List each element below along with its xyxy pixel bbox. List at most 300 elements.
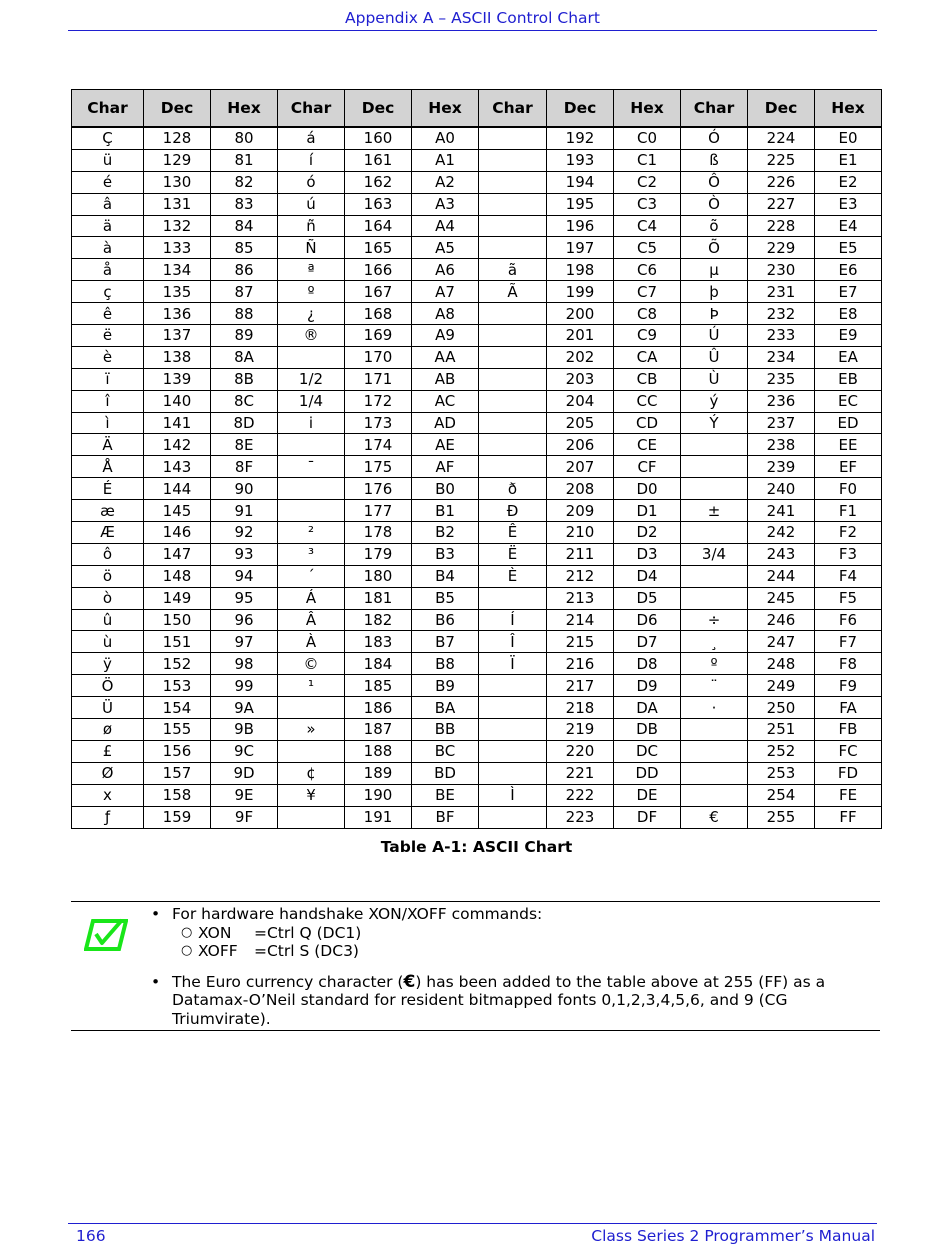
table-cell xyxy=(681,587,748,609)
table-cell xyxy=(681,434,748,456)
table-cell: B1 xyxy=(412,500,479,522)
table-cell: 180 xyxy=(345,565,412,587)
table-cell: 179 xyxy=(345,543,412,565)
table-cell: B2 xyxy=(412,522,479,544)
table-cell: E4 xyxy=(815,215,882,237)
table-cell: Ù xyxy=(681,368,748,390)
table-cell: B4 xyxy=(412,565,479,587)
table-cell: E3 xyxy=(815,193,882,215)
table-cell xyxy=(479,806,547,828)
table-cell xyxy=(681,478,748,500)
table-cell: 230 xyxy=(748,259,815,281)
table-cell: é xyxy=(72,171,144,193)
table-cell xyxy=(278,697,345,719)
table-cell: F3 xyxy=(815,543,882,565)
table-cell: F6 xyxy=(815,609,882,631)
table-row xyxy=(72,609,882,631)
table-cell: 85 xyxy=(211,237,278,259)
table-row xyxy=(72,784,882,806)
table-cell xyxy=(479,762,547,784)
table-cell xyxy=(681,740,748,762)
table-cell: x xyxy=(72,784,144,806)
table-cell: ó xyxy=(278,171,345,193)
table-cell: 134 xyxy=(144,259,211,281)
table-cell: C1 xyxy=(614,149,681,171)
sub-bullet-marker: ○ xyxy=(181,924,193,940)
table-cell: 81 xyxy=(211,149,278,171)
table-cell: E2 xyxy=(815,171,882,193)
table-cell: A9 xyxy=(412,325,479,347)
table-row xyxy=(72,259,882,281)
table-cell: FF xyxy=(815,806,882,828)
table-cell: 245 xyxy=(748,587,815,609)
table-cell: 145 xyxy=(144,500,211,522)
table-cell xyxy=(681,762,748,784)
table-cell: 80 xyxy=(211,127,278,149)
table-cell: Ó xyxy=(681,127,748,149)
table-cell: 148 xyxy=(144,565,211,587)
table-cell: D1 xyxy=(614,500,681,522)
table-cell: ª xyxy=(278,259,345,281)
table-cell: 174 xyxy=(345,434,412,456)
table-cell: A6 xyxy=(412,259,479,281)
table-row xyxy=(72,806,882,828)
table-cell: 219 xyxy=(547,719,614,741)
table-cell: 252 xyxy=(748,740,815,762)
table-cell: D9 xyxy=(614,675,681,697)
table-cell: 188 xyxy=(345,740,412,762)
table-cell: 9D xyxy=(211,762,278,784)
table-cell: 193 xyxy=(547,149,614,171)
table-cell: 84 xyxy=(211,215,278,237)
table-cell: í xyxy=(278,149,345,171)
table-cell: Á xyxy=(278,587,345,609)
table-cell: 8C xyxy=(211,390,278,412)
table-row xyxy=(72,478,882,500)
bullet-marker: • xyxy=(151,905,161,923)
table-cell: B3 xyxy=(412,543,479,565)
table-cell xyxy=(278,478,345,500)
column-header: Hex xyxy=(614,90,681,128)
table-cell: 83 xyxy=(211,193,278,215)
table-row xyxy=(72,762,882,784)
bullet-marker: • xyxy=(151,972,161,991)
table-cell: 155 xyxy=(144,719,211,741)
table-cell xyxy=(681,456,748,478)
table-cell: 212 xyxy=(547,565,614,587)
table-cell: 243 xyxy=(748,543,815,565)
sub-item-xoff xyxy=(151,942,876,961)
table-cell: 186 xyxy=(345,697,412,719)
table-cell: 224 xyxy=(748,127,815,149)
table-cell: 94 xyxy=(211,565,278,587)
table-cell xyxy=(479,412,547,434)
table-cell: 128 xyxy=(144,127,211,149)
table-cell: C6 xyxy=(614,259,681,281)
table-cell: 96 xyxy=(211,609,278,631)
table-cell: 93 xyxy=(211,543,278,565)
table-cell: ë xyxy=(72,325,144,347)
table-cell: 202 xyxy=(547,346,614,368)
table-cell: 167 xyxy=(345,281,412,303)
table-cell: DE xyxy=(614,784,681,806)
column-header: Hex xyxy=(412,90,479,128)
table-cell: 228 xyxy=(748,215,815,237)
table-cell: A2 xyxy=(412,171,479,193)
table-cell: F0 xyxy=(815,478,882,500)
table-cell: Ö xyxy=(72,675,144,697)
table-cell: 201 xyxy=(547,325,614,347)
table-cell: ö xyxy=(72,565,144,587)
table-cell: ® xyxy=(278,325,345,347)
table-cell: ä xyxy=(72,215,144,237)
table-row xyxy=(72,456,882,478)
table-cell: B7 xyxy=(412,631,479,653)
table-cell: FB xyxy=(815,719,882,741)
table-cell: 221 xyxy=(547,762,614,784)
table-cell: ý xyxy=(681,390,748,412)
table-cell: 214 xyxy=(547,609,614,631)
table-cell: BD xyxy=(412,762,479,784)
table-cell: Ý xyxy=(681,412,748,434)
sub-item-value: =Ctrl Q (DC1) xyxy=(254,923,362,942)
table-row xyxy=(72,500,882,522)
table-cell: 8A xyxy=(211,346,278,368)
table-cell: · xyxy=(681,697,748,719)
table-cell xyxy=(479,149,547,171)
column-header: Dec xyxy=(345,90,412,128)
table-cell: 213 xyxy=(547,587,614,609)
table-cell: 253 xyxy=(748,762,815,784)
table-cell: 162 xyxy=(345,171,412,193)
table-cell: 204 xyxy=(547,390,614,412)
table-cell xyxy=(479,346,547,368)
table-cell: 218 xyxy=(547,697,614,719)
table-cell: 187 xyxy=(345,719,412,741)
sub-bullet-marker: ○ xyxy=(181,943,193,958)
table-cell: ÷ xyxy=(681,609,748,631)
table-cell: à xyxy=(72,237,144,259)
table-cell: A5 xyxy=(412,237,479,259)
table-cell: F7 xyxy=(815,631,882,653)
table-cell: 173 xyxy=(345,412,412,434)
table-cell: 216 xyxy=(547,653,614,675)
table-cell xyxy=(479,237,547,259)
table-cell: ¿ xyxy=(278,303,345,325)
table-cell: 223 xyxy=(547,806,614,828)
table-cell: 255 xyxy=(748,806,815,828)
table-cell: È xyxy=(479,565,547,587)
table-cell: EA xyxy=(815,346,882,368)
table-cell: 237 xyxy=(748,412,815,434)
table-cell xyxy=(278,740,345,762)
table-cell: 8F xyxy=(211,456,278,478)
table-cell: C2 xyxy=(614,171,681,193)
table-cell: € xyxy=(681,806,748,828)
table-cell: 175 xyxy=(345,456,412,478)
sub-item-key: XOFF xyxy=(198,942,238,960)
table-cell: 8E xyxy=(211,434,278,456)
table-cell: º xyxy=(278,281,345,303)
sub-item-value: =Ctrl S (DC3) xyxy=(254,942,359,960)
note-bullet-handshake xyxy=(151,905,876,924)
table-cell: è xyxy=(72,346,144,368)
table-row xyxy=(72,565,882,587)
table-cell: 149 xyxy=(144,587,211,609)
table-cell: A7 xyxy=(412,281,479,303)
table-cell: 133 xyxy=(144,237,211,259)
table-cell: BF xyxy=(412,806,479,828)
sub-item-xon xyxy=(151,924,876,943)
table-cell: D4 xyxy=(614,565,681,587)
table-cell: 244 xyxy=(748,565,815,587)
table-cell: þ xyxy=(681,281,748,303)
table-cell: D5 xyxy=(614,587,681,609)
table-cell: 208 xyxy=(547,478,614,500)
table-cell: F2 xyxy=(815,522,882,544)
table-cell: ð xyxy=(479,478,547,500)
table-cell: A8 xyxy=(412,303,479,325)
table-cell: 191 xyxy=(345,806,412,828)
table-cell: 215 xyxy=(547,631,614,653)
table-cell: 154 xyxy=(144,697,211,719)
table-cell: 194 xyxy=(547,171,614,193)
table-row xyxy=(72,543,882,565)
table-cell: 99 xyxy=(211,675,278,697)
table-row xyxy=(72,281,882,303)
table-row xyxy=(72,675,882,697)
table-cell xyxy=(479,434,547,456)
table-cell: E6 xyxy=(815,259,882,281)
column-header: Char xyxy=(479,90,547,128)
table-cell: F5 xyxy=(815,587,882,609)
table-cell: E7 xyxy=(815,281,882,303)
table-cell: 152 xyxy=(144,653,211,675)
column-header: Hex xyxy=(211,90,278,128)
table-cell: 139 xyxy=(144,368,211,390)
table-cell: 137 xyxy=(144,325,211,347)
table-cell: FA xyxy=(815,697,882,719)
table-cell: â xyxy=(72,193,144,215)
table-row xyxy=(72,587,882,609)
table-cell: Ñ xyxy=(278,237,345,259)
table-row xyxy=(72,171,882,193)
table-cell: 160 xyxy=(345,127,412,149)
table-cell: Í xyxy=(479,609,547,631)
note-body xyxy=(151,905,876,1028)
table-cell: æ xyxy=(72,500,144,522)
table-cell: Æ xyxy=(72,522,144,544)
table-cell: EE xyxy=(815,434,882,456)
table-cell: 236 xyxy=(748,390,815,412)
table-cell: 241 xyxy=(748,500,815,522)
table-cell: 195 xyxy=(547,193,614,215)
table-cell: i xyxy=(278,412,345,434)
table-cell: 166 xyxy=(345,259,412,281)
table-cell: 210 xyxy=(547,522,614,544)
table-cell xyxy=(479,456,547,478)
table-cell: Ê xyxy=(479,522,547,544)
table-cell: 220 xyxy=(547,740,614,762)
table-cell: Â xyxy=(278,609,345,631)
table-cell: ñ xyxy=(278,215,345,237)
table-cell: 164 xyxy=(345,215,412,237)
table-cell: ÿ xyxy=(72,653,144,675)
table-cell: 196 xyxy=(547,215,614,237)
table-cell xyxy=(681,565,748,587)
table-cell: ì xyxy=(72,412,144,434)
table-cell: 226 xyxy=(748,171,815,193)
table-cell: Ä xyxy=(72,434,144,456)
table-cell: F9 xyxy=(815,675,882,697)
table-caption: Table A-1: ASCII Chart xyxy=(380,838,573,856)
table-cell: 177 xyxy=(345,500,412,522)
table-cell: 136 xyxy=(144,303,211,325)
table-cell: 92 xyxy=(211,522,278,544)
table-cell: î xyxy=(72,390,144,412)
table-cell: EC xyxy=(815,390,882,412)
table-cell: 9A xyxy=(211,697,278,719)
table-row xyxy=(72,237,882,259)
table-row xyxy=(72,412,882,434)
table-cell: 131 xyxy=(144,193,211,215)
table-cell: 129 xyxy=(144,149,211,171)
header-divider xyxy=(68,30,877,31)
table-cell: ƒ xyxy=(72,806,144,828)
table-cell: 86 xyxy=(211,259,278,281)
table-cell: 171 xyxy=(345,368,412,390)
table-cell: A0 xyxy=(412,127,479,149)
table-row xyxy=(72,719,882,741)
table-cell: 203 xyxy=(547,368,614,390)
table-cell: F1 xyxy=(815,500,882,522)
table-cell: Ç xyxy=(72,127,144,149)
table-row xyxy=(72,303,882,325)
table-cell: Ð xyxy=(479,500,547,522)
table-cell: 87 xyxy=(211,281,278,303)
table-cell: 247 xyxy=(748,631,815,653)
column-header: Dec xyxy=(748,90,815,128)
table-cell: 169 xyxy=(345,325,412,347)
table-cell: 163 xyxy=(345,193,412,215)
table-cell: ò xyxy=(72,587,144,609)
table-cell: E8 xyxy=(815,303,882,325)
table-cell: ´ xyxy=(278,565,345,587)
table-cell: 141 xyxy=(144,412,211,434)
table-cell xyxy=(479,740,547,762)
table-cell: 235 xyxy=(748,368,815,390)
table-cell: 138 xyxy=(144,346,211,368)
table-cell: ç xyxy=(72,281,144,303)
table-cell: 176 xyxy=(345,478,412,500)
table-row xyxy=(72,697,882,719)
table-cell: 1/4 xyxy=(278,390,345,412)
table-cell: 217 xyxy=(547,675,614,697)
table-cell: 168 xyxy=(345,303,412,325)
table-row xyxy=(72,193,882,215)
table-cell: Ì xyxy=(479,784,547,806)
table-cell: D7 xyxy=(614,631,681,653)
table-cell: 178 xyxy=(345,522,412,544)
table-cell: 184 xyxy=(345,653,412,675)
table-cell: 211 xyxy=(547,543,614,565)
table-cell: Õ xyxy=(681,237,748,259)
table-cell: BE xyxy=(412,784,479,806)
table-cell: ¯ xyxy=(278,456,345,478)
table-cell: ù xyxy=(72,631,144,653)
table-cell: F8 xyxy=(815,653,882,675)
table-cell: D8 xyxy=(614,653,681,675)
table-cell: BA xyxy=(412,697,479,719)
table-cell: 82 xyxy=(211,171,278,193)
table-cell: 158 xyxy=(144,784,211,806)
table-cell: DB xyxy=(614,719,681,741)
table-cell: 9F xyxy=(211,806,278,828)
table-cell xyxy=(479,215,547,237)
ascii-table-body xyxy=(72,127,882,828)
table-cell: D0 xyxy=(614,478,681,500)
table-cell: Ô xyxy=(681,171,748,193)
table-row xyxy=(72,325,882,347)
table-cell xyxy=(479,171,547,193)
note-checkbox-icon xyxy=(84,918,128,952)
table-cell: ¹ xyxy=(278,675,345,697)
table-cell: 9E xyxy=(211,784,278,806)
table-cell: Ã xyxy=(479,281,547,303)
table-cell: ³ xyxy=(278,543,345,565)
table-cell: FE xyxy=(815,784,882,806)
table-cell: 190 xyxy=(345,784,412,806)
table-cell: 140 xyxy=(144,390,211,412)
table-cell xyxy=(681,719,748,741)
table-cell: FC xyxy=(815,740,882,762)
table-cell: 234 xyxy=(748,346,815,368)
table-cell: D6 xyxy=(614,609,681,631)
table-cell: 91 xyxy=(211,500,278,522)
table-cell: ¨ xyxy=(681,675,748,697)
table-cell: C3 xyxy=(614,193,681,215)
table-cell: B5 xyxy=(412,587,479,609)
table-cell xyxy=(681,784,748,806)
table-cell: C9 xyxy=(614,325,681,347)
table-row xyxy=(72,149,882,171)
table-cell: Ü xyxy=(72,697,144,719)
table-cell: 157 xyxy=(144,762,211,784)
column-header: Dec xyxy=(547,90,614,128)
table-row xyxy=(72,368,882,390)
table-cell: 170 xyxy=(345,346,412,368)
table-cell: ê xyxy=(72,303,144,325)
table-cell: å xyxy=(72,259,144,281)
table-cell: £ xyxy=(72,740,144,762)
table-cell: E5 xyxy=(815,237,882,259)
table-cell: 159 xyxy=(144,806,211,828)
table-cell: ED xyxy=(815,412,882,434)
table-cell xyxy=(479,127,547,149)
table-cell: 199 xyxy=(547,281,614,303)
table-cell: C7 xyxy=(614,281,681,303)
table-cell: 8D xyxy=(211,412,278,434)
table-cell: 9B xyxy=(211,719,278,741)
footer-divider xyxy=(68,1223,877,1224)
table-cell: 135 xyxy=(144,281,211,303)
footer-manual-title: Class Series 2 Programmer’s Manual xyxy=(591,1227,875,1245)
table-cell: ø xyxy=(72,719,144,741)
table-cell: DC xyxy=(614,740,681,762)
table-cell: 248 xyxy=(748,653,815,675)
table-row xyxy=(72,740,882,762)
table-cell: 232 xyxy=(748,303,815,325)
